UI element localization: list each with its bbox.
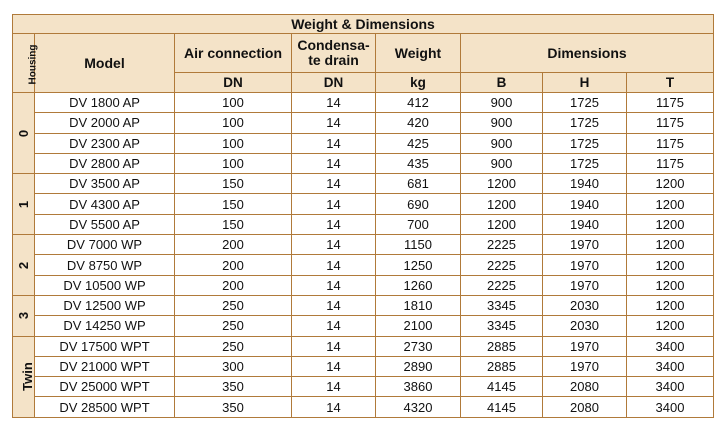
weight-cell: 425: [376, 133, 461, 153]
condensate-drain-cell: 14: [292, 93, 376, 113]
dimension-h-cell: 2030: [543, 316, 627, 336]
model-cell: DV 10500 WP: [35, 275, 175, 295]
table-row: [13, 194, 714, 214]
model-cell: DV 25000 WPT: [35, 377, 175, 397]
condensate-drain-cell: 14: [292, 174, 376, 194]
dimension-t-cell: 1200: [627, 295, 714, 315]
condensate-drain-header-label: Condensa- te drain: [297, 37, 370, 68]
dimension-t-cell: 1200: [627, 235, 714, 255]
dimension-b-cell: 1200: [461, 214, 543, 234]
air-connection-cell: 150: [175, 194, 292, 214]
table-title: Weight & Dimensions: [13, 15, 714, 34]
dimension-h-cell: 1725: [543, 153, 627, 173]
dimension-b-cell: 2885: [461, 336, 543, 356]
dimension-h-cell: 1725: [543, 133, 627, 153]
table-row: [13, 133, 714, 153]
air-connection-cell: 250: [175, 316, 292, 336]
weight-cell: 3860: [376, 377, 461, 397]
table-row: [13, 356, 714, 376]
housing-group-label: 3: [15, 312, 31, 320]
dimension-h-cell: 1725: [543, 113, 627, 133]
weight-unit: kg: [376, 73, 461, 93]
model-header: Model: [35, 34, 175, 93]
weight-cell: 1810: [376, 295, 461, 315]
dimension-t-cell: 1175: [627, 113, 714, 133]
model-cell: DV 5500 AP: [35, 214, 175, 234]
dimension-t-cell: 1175: [627, 93, 714, 113]
model-cell: DV 1800 AP: [35, 93, 175, 113]
air-connection-cell: 200: [175, 255, 292, 275]
air-connection-cell: 200: [175, 235, 292, 255]
air-connection-cell: 350: [175, 397, 292, 417]
dimension-h-cell: 2080: [543, 397, 627, 417]
table-row: [13, 336, 714, 356]
dimension-h-cell: 1970: [543, 336, 627, 356]
dimensions-header: Dimensions: [461, 34, 714, 73]
dimension-t-cell: 1200: [627, 194, 714, 214]
model-cell: DV 12500 WP: [35, 295, 175, 315]
weight-cell: 4320: [376, 397, 461, 417]
condensate-drain-cell: 14: [292, 113, 376, 133]
dimension-b-cell: 3345: [461, 295, 543, 315]
dimension-h-cell: 1725: [543, 93, 627, 113]
condensate-unit: DN: [292, 73, 376, 93]
air-connection-cell: 250: [175, 336, 292, 356]
dimension-b-cell: 2225: [461, 255, 543, 275]
weight-header: Weight: [376, 34, 461, 73]
housing-group-cell: [13, 174, 35, 235]
weight-dimensions-table-container: [12, 14, 714, 418]
dimension-t-cell: 3400: [627, 336, 714, 356]
condensate-drain-cell: 14: [292, 336, 376, 356]
air-connection-cell: 300: [175, 356, 292, 376]
condensate-drain-cell: 14: [292, 153, 376, 173]
dimension-b-cell: 1200: [461, 174, 543, 194]
table-body: [13, 93, 714, 418]
model-cell: DV 21000 WPT: [35, 356, 175, 376]
dimension-h-cell: 1940: [543, 194, 627, 214]
dimension-t-cell: 3400: [627, 356, 714, 376]
table-row: [13, 275, 714, 295]
dimension-b-cell: 900: [461, 113, 543, 133]
model-cell: DV 14250 WP: [35, 316, 175, 336]
weight-dimensions-table: [12, 14, 714, 418]
housing-group-label: 0: [15, 129, 31, 137]
condensate-drain-cell: 14: [292, 295, 376, 315]
dimension-h-cell: 1970: [543, 356, 627, 376]
dimension-t-header: T: [627, 73, 714, 93]
condensate-drain-cell: 14: [292, 133, 376, 153]
air-connection-cell: 200: [175, 275, 292, 295]
air-connection-header: Air connection: [175, 34, 292, 73]
air-connection-cell: 100: [175, 93, 292, 113]
dimension-h-cell: 1970: [543, 255, 627, 275]
dimension-b-cell: 2225: [461, 275, 543, 295]
dimension-b-cell: 3345: [461, 316, 543, 336]
housing-header: [13, 34, 39, 93]
dimension-b-header: B: [461, 73, 543, 93]
air-unit: DN: [175, 73, 292, 93]
dimension-h-header: H: [543, 73, 627, 93]
dimension-b-cell: 4145: [461, 397, 543, 417]
air-connection-cell: 150: [175, 174, 292, 194]
condensate-drain-header: [292, 34, 376, 73]
model-cell: DV 28500 WPT: [35, 397, 175, 417]
housing-group-label: 1: [15, 200, 31, 208]
dimension-b-cell: 2885: [461, 356, 543, 376]
housing-group-label: Twin: [19, 362, 35, 391]
weight-cell: 2730: [376, 336, 461, 356]
model-cell: DV 3500 AP: [35, 174, 175, 194]
air-connection-cell: 350: [175, 377, 292, 397]
weight-cell: 681: [376, 174, 461, 194]
weight-cell: 2100: [376, 316, 461, 336]
model-cell: DV 4300 AP: [35, 194, 175, 214]
weight-cell: 435: [376, 153, 461, 173]
table-row: [13, 397, 714, 417]
weight-cell: 2890: [376, 356, 461, 376]
table-row: [13, 113, 714, 133]
condensate-drain-cell: 14: [292, 255, 376, 275]
model-cell: DV 2000 AP: [35, 113, 175, 133]
dimension-b-cell: 1200: [461, 194, 543, 214]
dimension-b-cell: 900: [461, 133, 543, 153]
dimension-b-cell: 2225: [461, 235, 543, 255]
dimension-h-cell: 2080: [543, 377, 627, 397]
weight-cell: 690: [376, 194, 461, 214]
condensate-drain-cell: 14: [292, 316, 376, 336]
dimension-h-cell: 2030: [543, 295, 627, 315]
weight-cell: 412: [376, 93, 461, 113]
model-cell: DV 2800 AP: [35, 153, 175, 173]
condensate-drain-cell: 14: [292, 214, 376, 234]
housing-header-label: Housing: [27, 44, 39, 85]
weight-cell: 420: [376, 113, 461, 133]
model-cell: DV 7000 WP: [35, 235, 175, 255]
table-row: [13, 214, 714, 234]
model-cell: DV 17500 WPT: [35, 336, 175, 356]
housing-group-cell: [13, 295, 35, 336]
weight-cell: 700: [376, 214, 461, 234]
model-cell: DV 2300 AP: [35, 133, 175, 153]
dimension-h-cell: 1940: [543, 214, 627, 234]
dimension-t-cell: 3400: [627, 397, 714, 417]
dimension-h-cell: 1940: [543, 174, 627, 194]
dimension-t-cell: 1200: [627, 275, 714, 295]
table-row: [13, 174, 714, 194]
condensate-drain-cell: 14: [292, 235, 376, 255]
condensate-drain-cell: 14: [292, 275, 376, 295]
condensate-drain-cell: 14: [292, 194, 376, 214]
housing-group-cell: [13, 235, 35, 296]
dimension-t-cell: 3400: [627, 377, 714, 397]
dimension-t-cell: 1200: [627, 214, 714, 234]
dimension-t-cell: 1200: [627, 174, 714, 194]
dimension-b-cell: 900: [461, 93, 543, 113]
table-row: [13, 377, 714, 397]
table-row: [13, 255, 714, 275]
air-connection-cell: 100: [175, 113, 292, 133]
dimension-h-cell: 1970: [543, 275, 627, 295]
table-row: [13, 235, 714, 255]
table-row: [13, 316, 714, 336]
model-cell: DV 8750 WP: [35, 255, 175, 275]
housing-group-cell: [13, 93, 35, 174]
dimension-t-cell: 1175: [627, 153, 714, 173]
air-connection-cell: 150: [175, 214, 292, 234]
dimension-t-cell: 1200: [627, 316, 714, 336]
condensate-drain-cell: 14: [292, 356, 376, 376]
condensate-drain-cell: 14: [292, 377, 376, 397]
table-row: [13, 93, 714, 113]
dimension-b-cell: 4145: [461, 377, 543, 397]
housing-group-label: 2: [15, 261, 31, 269]
table-row: [13, 295, 714, 315]
air-connection-cell: 100: [175, 133, 292, 153]
condensate-drain-cell: 14: [292, 397, 376, 417]
dimension-h-cell: 1970: [543, 235, 627, 255]
weight-cell: 1250: [376, 255, 461, 275]
dimension-b-cell: 900: [461, 153, 543, 173]
weight-cell: 1150: [376, 235, 461, 255]
dimension-t-cell: 1200: [627, 255, 714, 275]
housing-group-cell: [13, 336, 35, 417]
dimension-t-cell: 1175: [627, 133, 714, 153]
table-row: [13, 153, 714, 173]
weight-cell: 1260: [376, 275, 461, 295]
air-connection-cell: 250: [175, 295, 292, 315]
air-connection-cell: 100: [175, 153, 292, 173]
